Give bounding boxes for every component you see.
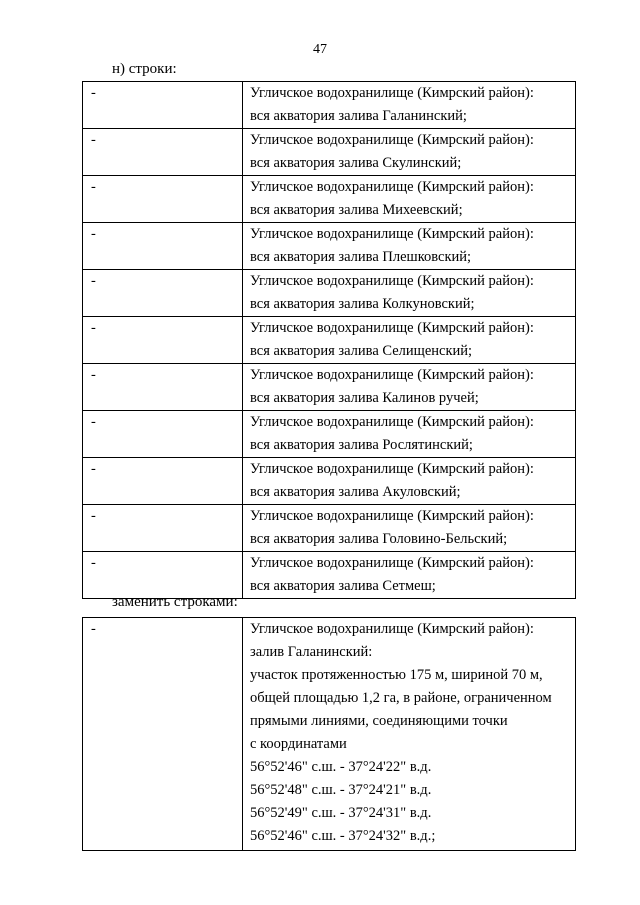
description-line: Угличское водохранилище (Кимрский район): <box>250 555 534 571</box>
description-line: Угличское водохранилище (Кимрский район): <box>250 179 534 195</box>
description-line: Угличское водохранилище (Кимрский район): <box>250 461 534 477</box>
description-line: вся акватория залива Головино-Бельский; <box>250 531 508 547</box>
new-rows-table <box>82 617 576 851</box>
description-line: Угличское водохранилище (Кимрский район): <box>250 621 534 637</box>
row-marker: - <box>83 223 243 270</box>
new-rows-body <box>83 618 576 851</box>
row-marker: - <box>83 364 243 411</box>
description-line: 56°52'49" с.ш. - 37°24'31" в.д. <box>250 805 432 821</box>
row-marker: - <box>83 505 243 552</box>
description-line: вся акватория залива Селищенский; <box>250 343 473 359</box>
table-row <box>83 129 576 176</box>
description-line: 56°52'46" с.ш. - 37°24'32" в.д.; <box>250 828 436 844</box>
table-row <box>83 552 576 599</box>
table-row <box>83 82 576 129</box>
row-marker: - <box>83 458 243 505</box>
description-line: вся акватория залива Михеевский; <box>250 202 463 218</box>
description-line: участок протяженностью 175 м, шириной 70 м, <box>250 667 543 683</box>
description-line: общей площадью 1,2 га, в районе, ограниченном <box>250 690 552 706</box>
row-marker: - <box>83 270 243 317</box>
description-line: прямыми линиями, соединяющими точки <box>250 713 508 729</box>
description-line: вся акватория залива Галанинский; <box>250 108 467 124</box>
description-line: залив Галанинский: <box>250 644 373 660</box>
description-line: Угличское водохранилище (Кимрский район): <box>250 273 534 289</box>
description-line: Угличское водохранилище (Кимрский район): <box>250 320 534 336</box>
description-line: Угличское водохранилище (Кимрский район): <box>250 508 534 524</box>
table-row <box>83 505 576 552</box>
row-marker: - <box>83 129 243 176</box>
description-line: 56°52'46" с.ш. - 37°24'22" в.д. <box>250 759 432 775</box>
description-line: вся акватория залива Плешковский; <box>250 249 472 265</box>
table-row <box>83 223 576 270</box>
table-row <box>83 176 576 223</box>
description-line: вся акватория залива Калинов ручей; <box>250 390 479 406</box>
row-description <box>243 82 576 129</box>
row-description <box>243 364 576 411</box>
table-row <box>83 317 576 364</box>
row-description <box>243 552 576 599</box>
row-description <box>243 223 576 270</box>
page-number: 47 <box>313 42 327 57</box>
row-description <box>243 270 576 317</box>
row-description <box>243 618 576 851</box>
description-line: вся акватория залива Акуловский; <box>250 484 461 500</box>
intro-text: н) строки: <box>112 61 177 77</box>
row-description <box>243 317 576 364</box>
description-line: вся акватория залива Сетмеш; <box>250 578 436 594</box>
row-marker: - <box>83 552 243 599</box>
old-rows-body <box>83 82 576 599</box>
table-row <box>83 364 576 411</box>
table-row <box>83 270 576 317</box>
row-description <box>243 458 576 505</box>
table-row <box>83 411 576 458</box>
description-line: Угличское водохранилище (Кимрский район): <box>250 85 534 101</box>
row-marker: - <box>83 176 243 223</box>
row-description <box>243 129 576 176</box>
row-marker: - <box>83 411 243 458</box>
table-row <box>83 618 576 851</box>
row-marker: - <box>83 82 243 129</box>
row-description <box>243 505 576 552</box>
description-line: 56°52'48" с.ш. - 37°24'21" в.д. <box>250 782 432 798</box>
old-rows-table <box>82 81 576 599</box>
description-line: Угличское водохранилище (Кимрский район): <box>250 226 534 242</box>
row-marker: - <box>83 618 243 851</box>
description-line: вся акватория залива Скулинский; <box>250 155 462 171</box>
row-description <box>243 411 576 458</box>
description-line: Угличское водохранилище (Кимрский район): <box>250 367 534 383</box>
table-row <box>83 458 576 505</box>
description-line: вся акватория залива Колкуновский; <box>250 296 475 312</box>
description-line: с координатами <box>250 736 347 752</box>
replace-text: заменить строками: <box>112 594 238 610</box>
description-line: Угличское водохранилище (Кимрский район): <box>250 414 534 430</box>
description-line: Угличское водохранилище (Кимрский район): <box>250 132 534 148</box>
row-marker: - <box>83 317 243 364</box>
row-description <box>243 176 576 223</box>
description-line: вся акватория залива Рослятинский; <box>250 437 473 453</box>
